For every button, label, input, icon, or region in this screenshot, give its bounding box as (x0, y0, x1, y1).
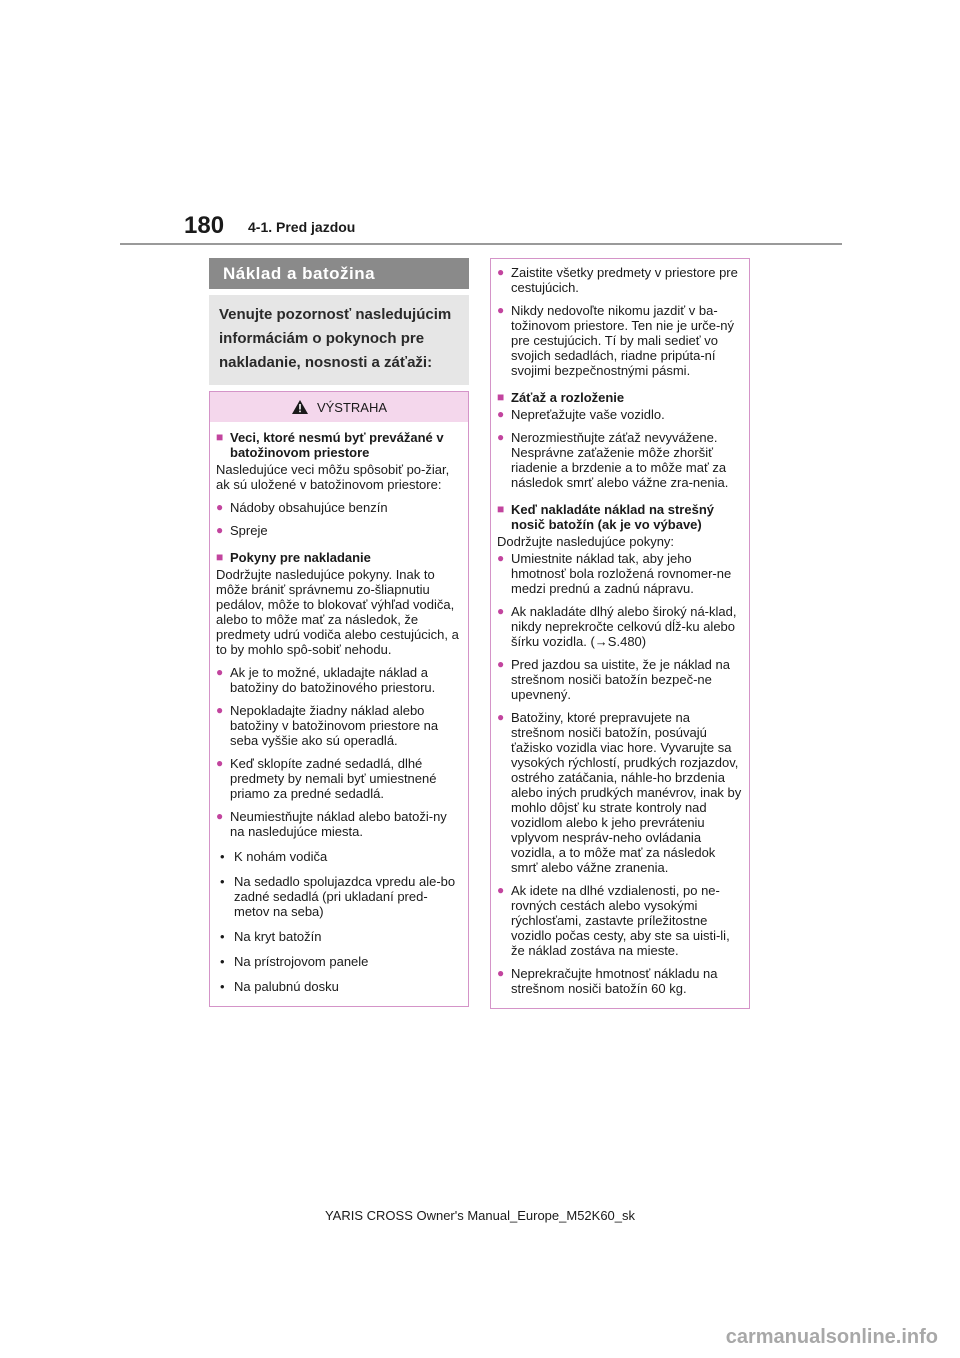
dash-bullet-icon: • (220, 954, 225, 969)
list-item-text: Umiestnite náklad tak, aby jeho hmotnosť bola rozložená rovnomer-ne medzi prednú a zadnú nápravu. (511, 551, 732, 596)
square-bullet-icon: ■ (497, 390, 505, 404)
intro-box: Venujte pozornosť nasledujúcim informáciám o pokynoch pre nakladanie, nosnosti a záťaži: (209, 295, 469, 385)
list-item-text: Ak idete na dlhé vzdialenosti, po ne-rovných cestách alebo vysokými rýchlosťami, zastavte príležitostne vozidlo počas cesty, aby ste sa uisti-li, že náklad zostáva na mieste. (511, 883, 730, 958)
list-item-text: Nepokladajte žiadny náklad alebo batožiny v batožinovom priestore na seba vyššie ako sú operadlá. (230, 703, 439, 748)
bullet-icon: ● (216, 523, 224, 537)
list-item (497, 265, 743, 295)
bullet-icon: ● (216, 665, 224, 679)
sub-list-item-text: Na prístrojovom panele (234, 954, 369, 969)
warning-triangle-icon (291, 399, 309, 415)
list-item-text: Spreje (230, 523, 268, 538)
warning-label: VÝSTRAHA (316, 399, 388, 415)
dash-bullet-icon: • (220, 849, 225, 864)
list-item-text: Ak nakladáte dlhý alebo široký ná-klad, nikdy neprekročte celkovú dĺž-ku alebo šírku vozidla. (→S.480) (511, 604, 737, 649)
list-item (497, 303, 743, 378)
subheading (497, 502, 743, 532)
bullet-icon: ● (497, 883, 505, 897)
subheading (216, 550, 462, 565)
subheading-text: Keď nakladáte náklad na strešný nosič batožín (ak je vo výbave) (511, 502, 714, 532)
paragraph: Dodržujte nasledujúce pokyny: (497, 534, 675, 549)
dash-bullet-icon: • (220, 874, 225, 889)
list-item (216, 523, 462, 538)
list-item-text: Pred jazdou sa uistite, že je náklad na strešnom nosiči batožín bezpeč-ne upevnený. (511, 657, 730, 702)
bullet-icon: ● (497, 303, 505, 317)
warning-header (210, 392, 468, 422)
list-item (216, 500, 462, 515)
bullet-icon: ● (497, 430, 505, 444)
list-item-text: Nikdy nedovoľte nikomu jazdiť v ba-tožinovom priestore. Ten nie je urče-ný pre cestujúcich. Tí by mali sedieť vo svojich sedadlách, riadne pripúta-ní svojimi bezpečnostnými pásmi. (511, 303, 735, 378)
list-item-text: Batožiny, ktoré prepravujete na strešnom nosiči batožín, posúvajú ťažisko vozidla viac hore. Vyvarujte sa vysokých rýchlostí, prudkých rozjazdov, ostrého zatáčania, náhle-ho brzdenia alebo iných prudkých manévrov, inak by mohlo dôjsť ku strate kontroly nad vozidlom alebo k jeho prevráteniu vplyvom nespráv-neho ovládania vozidla, a to môže mať za následok smrť alebo vážne zranenia. (511, 710, 742, 875)
bullet-icon: ● (497, 265, 505, 279)
list-item-text: Nerozmiestňujte záťaž nevyvážene. Nesprávne zaťaženie môže zhoršiť riadenie a brzdenie a to môže mať za následok smrť alebo vážne zra-nenia. (511, 430, 729, 490)
list-item (216, 665, 462, 695)
sub-list-item (216, 954, 462, 969)
sub-list-item-text: Na kryt batožín (234, 929, 322, 944)
subheading-text: Záťaž a rozloženie (511, 390, 625, 405)
list-item (216, 756, 462, 801)
bullet-icon: ● (497, 657, 505, 671)
section-title: 4-1. Pred jazdou (248, 219, 356, 235)
subheading-text: Veci, ktoré nesmú byť prevážané v batožinovom priestore (230, 430, 444, 460)
list-item (497, 657, 743, 702)
subheading (216, 430, 462, 460)
warning-box-continued (490, 258, 750, 1009)
dash-bullet-icon: • (220, 979, 225, 994)
list-item-text: Keď sklopíte zadné sedadlá, dlhé predmety by nemali byť umiestnené priamo za predné sedadlá. (230, 756, 437, 801)
square-bullet-icon: ■ (497, 502, 505, 516)
list-item (497, 551, 743, 596)
list-item-text: Neprekračujte hmotnosť nákladu na strešnom nosiči batožín 60 kg. (511, 966, 718, 996)
list-item-text: Neumiestňujte náklad alebo batoži-ny na nasledujúce miesta. (230, 809, 447, 839)
paragraph: Nasledujúce veci môžu spôsobiť po-žiar, ak sú uložené v batožinovom priestore: (216, 462, 450, 492)
warning-box (209, 391, 469, 1007)
left-column (209, 258, 469, 1007)
sub-list-item-text: Na sedadlo spolujazdca vpredu ale-bo zadné sedadlá (pri ukladaní pred-metov na seba) (234, 874, 456, 919)
list-item (497, 604, 743, 649)
list-item (497, 883, 743, 958)
right-column (490, 258, 750, 1009)
subheading (497, 390, 743, 405)
watermark-logo: carmanualsonline.info (725, 1326, 938, 1348)
bullet-icon: ● (497, 407, 505, 421)
list-item (497, 710, 743, 875)
bullet-icon: ● (216, 703, 224, 717)
sub-list-item-text: K nohám vodiča (234, 849, 328, 864)
bullet-icon: ● (497, 551, 505, 565)
sub-list-item-text: Na palubnú dosku (234, 979, 339, 994)
list-item-text: Nepreťažujte vaše vozidlo. (511, 407, 665, 422)
bullet-icon: ● (497, 966, 505, 980)
footer-text: YARIS CROSS Owner's Manual_Europe_M52K60_sk (324, 1208, 636, 1223)
paragraph: Dodržujte nasledujúce pokyny. Inak to môže brániť správnemu zo-šliapnutiu pedálov, môže to blokovať výhľad vodiča, alebo to môže mať za následok, že predmety udrú vodiča alebo cestujúcich, a to by mohlo spô-sobiť nehodu. (216, 567, 459, 657)
sub-list-item (216, 929, 462, 944)
square-bullet-icon: ■ (216, 550, 224, 564)
square-bullet-icon: ■ (216, 430, 224, 444)
list-item (216, 809, 462, 839)
bullet-icon: ● (216, 756, 224, 770)
list-item-text: Zaistite všetky predmety v priestore pre cestujúcich. (511, 265, 738, 295)
sub-list-item (216, 979, 462, 994)
list-item-text: Nádoby obsahujúce benzín (230, 500, 388, 515)
list-item (497, 966, 743, 996)
sub-list-item (216, 849, 462, 864)
list-item (216, 703, 462, 748)
list-item (497, 407, 743, 422)
bullet-icon: ● (216, 809, 224, 823)
dash-bullet-icon: • (220, 929, 225, 944)
sub-list-item (216, 874, 462, 919)
list-item-text: Ak je to možné, ukladajte náklad a batožiny do batožinového priestoru. (230, 665, 436, 695)
page-title: Náklad a batožina (209, 258, 469, 289)
subheading-text: Pokyny pre nakladanie (230, 550, 371, 565)
bullet-icon: ● (216, 500, 224, 514)
bullet-icon: ● (497, 604, 505, 618)
bullet-icon: ● (497, 710, 505, 724)
header-rule (120, 243, 842, 245)
list-item (497, 430, 743, 490)
page-number: 180 (184, 212, 225, 239)
